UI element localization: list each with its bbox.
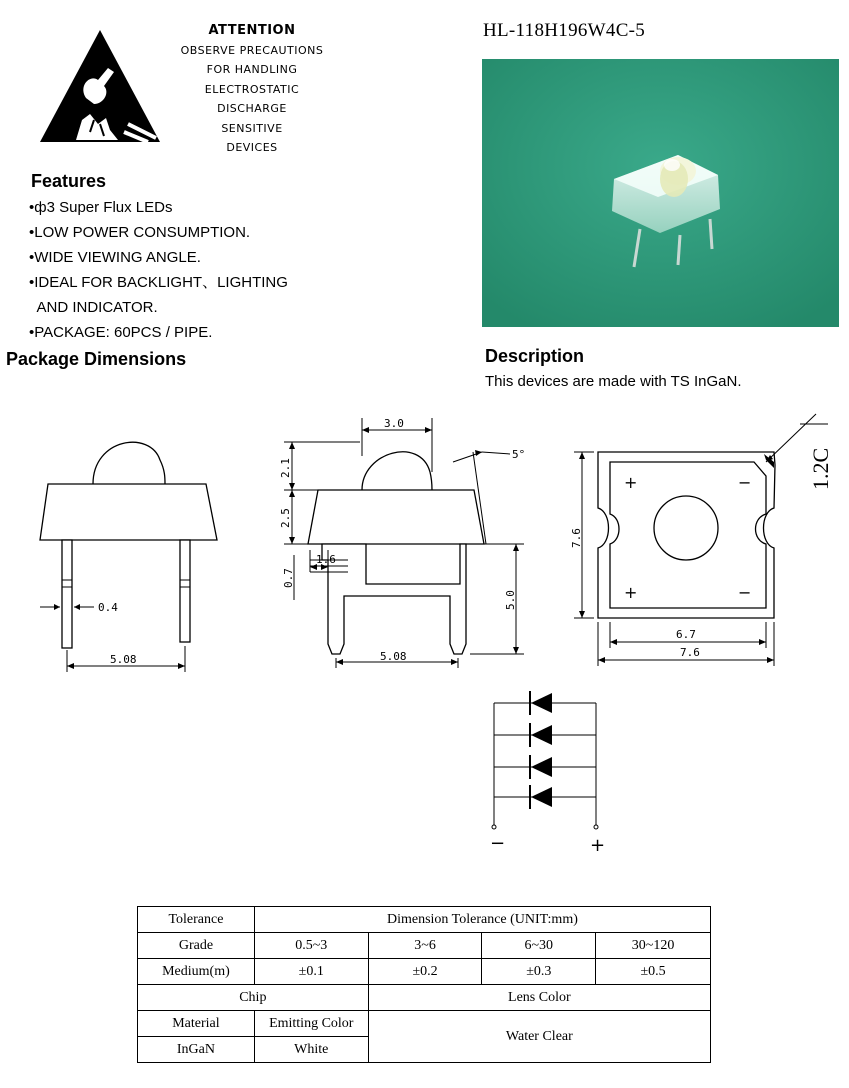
- circuit-schematic: [480, 685, 620, 855]
- dim-top-height-label: 7.6: [570, 528, 583, 548]
- dimension-tolerance-header: Dimension Tolerance (UNIT:mm): [254, 907, 710, 933]
- features-list: [29, 195, 288, 345]
- led-diode-icon: [494, 785, 596, 809]
- top-plus-mark: +: [624, 583, 638, 602]
- esd-warning-icon: [38, 28, 162, 144]
- esd-line: FOR HANDLING: [206, 63, 298, 76]
- dim-pin-length-label: 5.0: [504, 590, 517, 610]
- material-label: Material: [138, 1011, 255, 1037]
- description-heading: Description: [485, 346, 585, 366]
- features-heading: Features: [31, 171, 107, 191]
- tolerance-label: Tolerance: [138, 907, 255, 933]
- table-row: [138, 1011, 711, 1037]
- dim-outer-width-label: 7.6: [680, 646, 700, 659]
- emitting-color-label: Emitting Color: [254, 1011, 368, 1037]
- table-row: [138, 933, 711, 959]
- package-dimensions-heading: Package Dimensions: [6, 349, 187, 369]
- top-view-drawing: [560, 410, 849, 670]
- esd-line: DEVICES: [226, 141, 278, 154]
- esd-line: OBSERVE PRECAUTIONS: [180, 43, 324, 57]
- table-row: [138, 959, 711, 985]
- dim-front-pitch-label: 5.08: [380, 650, 407, 663]
- tolerance-value: ±0.1: [254, 959, 368, 985]
- esd-attention-block: [172, 21, 332, 158]
- led-diode-icon: [494, 691, 596, 715]
- range-cell: 30~120: [596, 933, 711, 959]
- product-photo: [482, 59, 839, 327]
- grade-label: Grade: [138, 933, 255, 959]
- range-cell: 3~6: [368, 933, 482, 959]
- feature-item: •IDEAL FOR BACKLIGHT、LIGHTING: [29, 274, 288, 291]
- feature-item: •LOW POWER CONSUMPTION.: [29, 224, 251, 241]
- led-diode-icon: [494, 755, 596, 779]
- table-row: [138, 985, 711, 1011]
- chip-label: Chip: [138, 985, 369, 1011]
- part-number: HL-118H196W4C-5: [483, 20, 646, 41]
- feature-item: •PACKAGE: 60PCS / PIPE.: [29, 324, 213, 341]
- dim-side-pitch-label: 5.08: [110, 653, 137, 666]
- table-row: [138, 907, 711, 933]
- dim-step-label: 0.7: [282, 568, 295, 588]
- tolerance-value: ±0.5: [596, 959, 711, 985]
- side-view-drawing: [0, 420, 260, 680]
- dim-body-height-label: 2.5: [279, 508, 292, 528]
- feature-item: AND INDICATOR.: [29, 299, 158, 316]
- top-plus-mark: +: [624, 473, 638, 492]
- dim-shoulder-label: 1.6: [316, 553, 336, 566]
- feature-item: •ф3 Super Flux LEDs: [29, 199, 173, 216]
- esd-title: ATTENTION: [208, 23, 296, 38]
- top-minus-mark: −: [738, 583, 752, 602]
- tolerance-value: ±0.3: [482, 959, 596, 985]
- dim-inner-width-label: 6.7: [676, 628, 696, 641]
- feature-item: •WIDE VIEWING ANGLE.: [29, 249, 201, 266]
- top-minus-mark: −: [738, 473, 752, 492]
- led-diode-icon: [494, 723, 596, 747]
- tolerance-spec-table: [137, 906, 711, 1063]
- dim-lens-width-label: 3.0: [384, 417, 404, 430]
- medium-label: Medium(m): [138, 959, 255, 985]
- lens-color-label: Lens Color: [368, 985, 710, 1011]
- dim-lens-height-label: 2.1: [279, 458, 292, 478]
- esd-line: DISCHARGE: [217, 102, 287, 115]
- range-cell: 6~30: [482, 933, 596, 959]
- emitting-color-value: White: [254, 1037, 368, 1063]
- description-text: This devices are made with TS InGaN.: [485, 373, 742, 390]
- esd-line: ELECTROSTATIC: [204, 82, 300, 96]
- schematic-minus-label: −: [490, 833, 506, 854]
- range-cell: 0.5~3: [254, 933, 368, 959]
- lens-color-value: Water Clear: [368, 1011, 710, 1063]
- front-view-drawing: [270, 410, 540, 680]
- material-value: InGaN: [138, 1037, 255, 1063]
- esd-line: SENSITIVE: [221, 121, 283, 135]
- dim-chamfer-label: 1.2C: [808, 447, 833, 490]
- tolerance-value: ±0.2: [368, 959, 482, 985]
- dim-pin-width-label: 0.4: [98, 601, 118, 614]
- schematic-plus-label: +: [590, 835, 606, 855]
- dim-angle-label: 5°: [512, 448, 526, 461]
